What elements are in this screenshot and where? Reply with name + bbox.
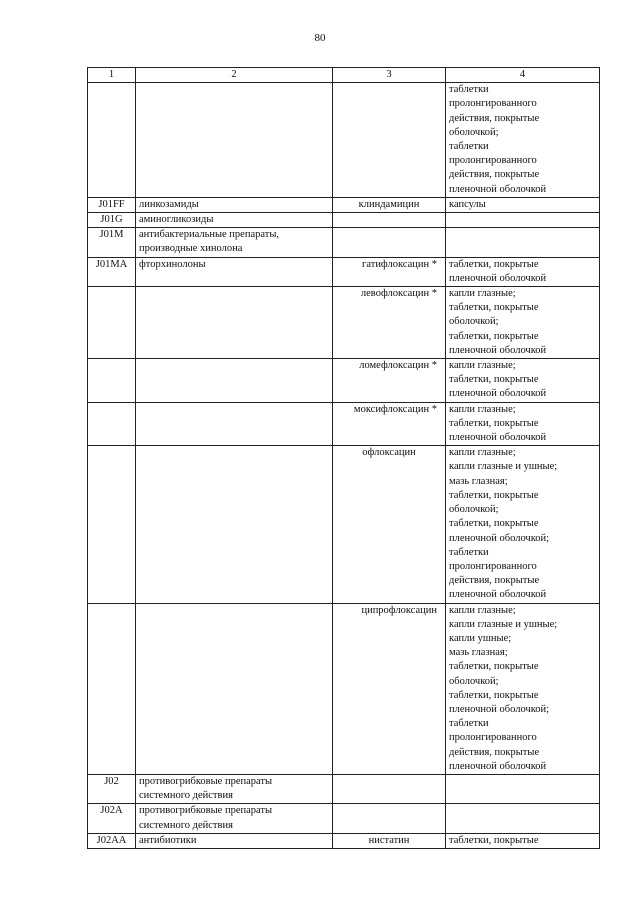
drug-cell: гатифлоксацин *: [333, 257, 446, 286]
forms-cell: капли глазные; таблетки, покрытые оболочкой; таблетки, покрытые пленочной оболочкой: [446, 287, 600, 359]
table-row: [88, 213, 600, 228]
drug-cell: [333, 83, 446, 198]
atc-code-cell: [88, 446, 136, 603]
header-col-2: 2: [136, 68, 333, 83]
atc-code-cell: [88, 402, 136, 446]
group-cell: [136, 402, 333, 446]
forms-cell: таблетки пролонгированного действия, покрытые оболочкой; таблетки пролонгированного действия, покрытые пленочной оболочкой: [446, 83, 600, 198]
drug-cell: [333, 213, 446, 228]
forms-cell: таблетки, покрытые: [446, 833, 600, 848]
drug-cell: [333, 804, 446, 833]
drug-cell: нистатин: [333, 833, 446, 848]
table-row: [88, 228, 600, 257]
drug-cell: левофлоксацин *: [333, 287, 446, 359]
table-row: [88, 446, 600, 603]
atc-code-cell: [88, 83, 136, 198]
table-row: [88, 197, 600, 212]
forms-cell: капсулы: [446, 197, 600, 212]
group-cell: антибактериальные препараты, производные хинолона: [136, 228, 333, 257]
group-cell: [136, 603, 333, 774]
atc-code-cell: J02: [88, 774, 136, 803]
drug-cell: моксифлоксацин *: [333, 402, 446, 446]
forms-cell: [446, 774, 600, 803]
drug-cell: [333, 774, 446, 803]
group-cell: линкозамиды: [136, 197, 333, 212]
table-header-row: [88, 68, 600, 83]
drug-cell: ципрофлоксацин: [333, 603, 446, 774]
drug-table: [87, 67, 600, 849]
atc-code-cell: [88, 603, 136, 774]
group-cell: аминогликозиды: [136, 213, 333, 228]
forms-cell: [446, 804, 600, 833]
header-col-4: 4: [446, 68, 600, 83]
header-col-1: 1: [88, 68, 136, 83]
table-row: [88, 287, 600, 359]
forms-cell: таблетки, покрытые пленочной оболочкой: [446, 257, 600, 286]
atc-code-cell: J02A: [88, 804, 136, 833]
forms-cell: капли глазные; таблетки, покрытые пленочной оболочкой: [446, 402, 600, 446]
header-col-3: 3: [333, 68, 446, 83]
table-row: [88, 359, 600, 403]
drug-cell: клиндамицин: [333, 197, 446, 212]
atc-code-cell: J01G: [88, 213, 136, 228]
table-row: [88, 804, 600, 833]
forms-cell: [446, 228, 600, 257]
group-cell: противогрибковые препараты системного действия: [136, 774, 333, 803]
drug-cell: офлоксацин: [333, 446, 446, 603]
group-cell: [136, 287, 333, 359]
forms-cell: капли глазные; капли глазные и ушные; капли ушные; мазь глазная; таблетки, покрытые оболочкой; таблетки, покрытые пленочной оболочкой; таблетки пролонгированного действия, покрытые пленочной оболочкой: [446, 603, 600, 774]
atc-code-cell: J01MA: [88, 257, 136, 286]
drug-cell: [333, 228, 446, 257]
atc-code-cell: [88, 287, 136, 359]
page-number: 80: [314, 32, 326, 44]
group-cell: [136, 83, 333, 198]
atc-code-cell: J02AA: [88, 833, 136, 848]
table-row: [88, 83, 600, 198]
table-row: [88, 833, 600, 848]
group-cell: [136, 446, 333, 603]
group-cell: фторхинолоны: [136, 257, 333, 286]
forms-cell: капли глазные; капли глазные и ушные; мазь глазная; таблетки, покрытые оболочкой; таблетки, покрытые пленочной оболочкой; таблетки пролонгированного действия, покрытые пленочной оболочкой: [446, 446, 600, 603]
atc-code-cell: [88, 359, 136, 403]
table-row: [88, 257, 600, 286]
group-cell: противогрибковые препараты системного действия: [136, 804, 333, 833]
forms-cell: [446, 213, 600, 228]
atc-code-cell: J01FF: [88, 197, 136, 212]
forms-cell: капли глазные; таблетки, покрытые пленочной оболочкой: [446, 359, 600, 403]
group-cell: антибиотики: [136, 833, 333, 848]
table-row: [88, 402, 600, 446]
group-cell: [136, 359, 333, 403]
table-row: [88, 774, 600, 803]
atc-code-cell: J01M: [88, 228, 136, 257]
table-row: [88, 603, 600, 774]
drug-cell: ломефлоксацин *: [333, 359, 446, 403]
